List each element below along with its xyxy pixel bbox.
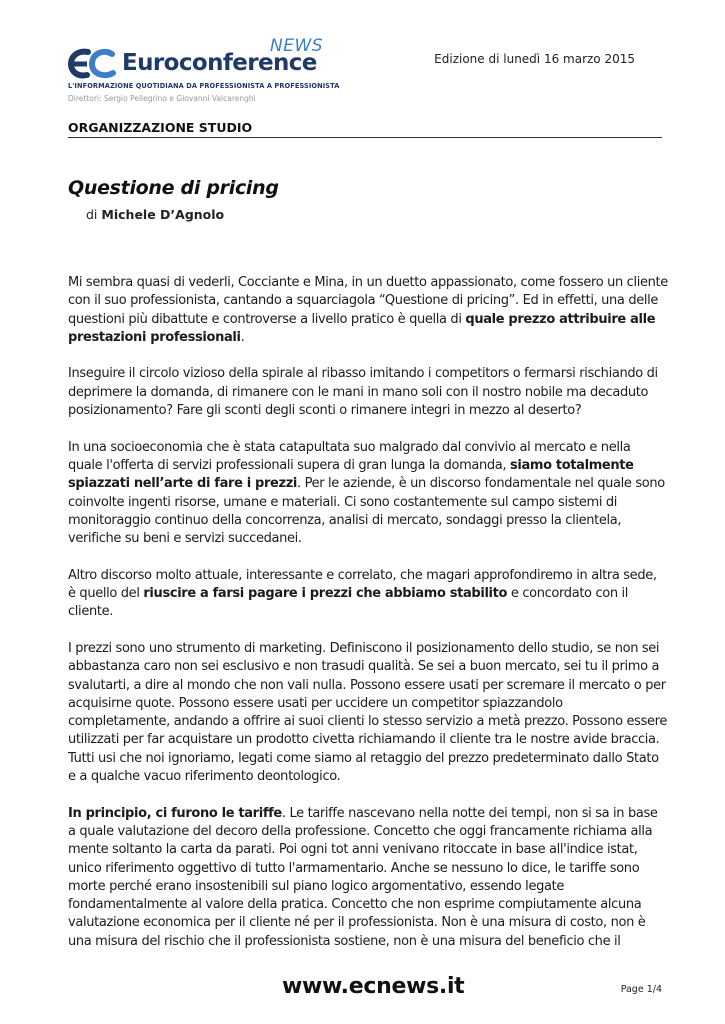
edition-date: Edizione di lunedì 16 marzo 2015 [434, 52, 635, 66]
emphasis-text: riuscire a farsi pagare i prezzi che abbiamo stabilito [143, 586, 508, 602]
section-divider [68, 137, 662, 138]
article-paragraph [68, 439, 668, 549]
paragraph-text: . Le tariffe nascevano nella notte dei tempi, non si sa in base a quale valutazione del decoro della professione. Concetto che oggi francamente richiama alla mente soltanto la carta da parati. Poi ogni tot anni venivano ritoccate in base all'indice istat, unico riferimento oggettivo di tutto l'armamentario. Anche se nessuno lo dice, le tariffe sono morte perché erano insostenibili sul piano logico argomentativo, essendo legate fondamentalmente al valore della pratica. Concetto che non esprime compiutamente alcuna valutazione economica per il cliente né per il professionista. Non è una misura di costo, non è una misura del rischio che il professionista sostiene, non è una misura del beneficio che il [68, 805, 658, 949]
paragraph-text: I prezzi sono uno strumento di marketing. Definiscono il posizionamento dello studio, se non sei abbastanza caro non sei esclusivo e non trasudi qualità. Se sei a buon mercato, sei tu il primo a svalutarti, a dire al mondo che non vali nulla. Possono essere usati per scremare il mercato o per acquisirne quote. Possono essere usati per uccidere un competitor spiazzandolo completamente, andando a offrire ai suoi clienti lo stesso servizio a metà prezzo. Possono essere utilizzati per far acquistare un prodotto civetta richiamando il cliente tra le nostre avide braccia. Tutti usi che noi ignoriamo, legati come siamo al retaggio del prezzo predeterminato dallo Stato e a qualche vacuo riferimento deontologico. [68, 640, 668, 785]
paragraph-text: Inseguire il circolo vizioso della spirale al ribasso imitando i competitors o fermarsi rischiando di deprimere la domanda, di rimanere con le mani in mano soli con il nostro nobile ma decaduto posizionamento? Fare gli sconti degli sconti o rimanere integri in mezzo al deserto? [68, 366, 658, 419]
author-name: Michele D’Agnolo [101, 207, 225, 222]
byline-prefix: di [86, 207, 98, 222]
article-paragraph [68, 805, 668, 951]
logo-tagline: L'INFORMAZIONE QUOTIDIANA DA PROFESSIONISTA A PROFESSIONISTA [68, 82, 340, 90]
euroconference-logo[interactable] [68, 36, 340, 112]
article-paragraph [68, 274, 668, 347]
paragraph-text: . [240, 329, 245, 345]
article-paragraph [68, 567, 668, 622]
ec-logo-mark-icon [68, 46, 120, 80]
paragraph-text: Altro discorso molto attuale, interessante e correlato, che magari approfondiremo in altra sede, è quello del [68, 567, 657, 602]
paragraph-text: . Per le aziende, è un discorso fondamentale nel quale sono coinvolte ingenti risorse, umane e materiali. Ci sono costantemente sul campo sistemi di monitoraggio continuo della concorrenza, analisi di mercato, sondaggi presso la clientela, verifiche su beni e servizi succedanei. [68, 476, 665, 547]
logo-news-label: NEWS [270, 36, 324, 56]
paragraph-text: e concordato con il cliente. [68, 586, 629, 620]
article-title: Questione di pricing [68, 177, 279, 199]
paragraph-text: Mi sembra quasi di vederli, Cocciante e Mina, in un duetto appassionato, come fossero un cliente con il suo professionista, cantando a squarciagola “Questione di pricing”. Ed in effetti, una delle questioni più dibattute e controverse a livello pratico è quella di [68, 275, 668, 327]
byline [86, 207, 224, 222]
logo-wordmark: Euroconference [122, 50, 317, 76]
masthead [68, 36, 668, 116]
paragraph-text: In una socioeconomia che è stata catapultata suo malgrado dal convivio al mercato e nella quale l'offerta di servizi professionali supera di gran lunga la domanda, [68, 439, 631, 473]
article-paragraph [68, 640, 668, 786]
article-paragraph [68, 365, 668, 420]
footer-website-link[interactable]: www.ecnews.it [282, 974, 465, 999]
page-number: Page 1/4 [620, 984, 662, 995]
section-label: ORGANIZZAZIONE STUDIO [68, 120, 253, 135]
emphasis-text: quale prezzo attribuire alle prestazioni professionali [68, 311, 656, 345]
emphasis-text: In principio, ci furono le tariffe [68, 805, 282, 821]
logo-directors: Direttori: Sergio Pellegrino e Giovanni Valcarenghi [68, 94, 256, 103]
emphasis-text: siamo totalmente spiazzati nell’arte di fare i prezzi [68, 457, 634, 492]
article-body [68, 274, 668, 969]
